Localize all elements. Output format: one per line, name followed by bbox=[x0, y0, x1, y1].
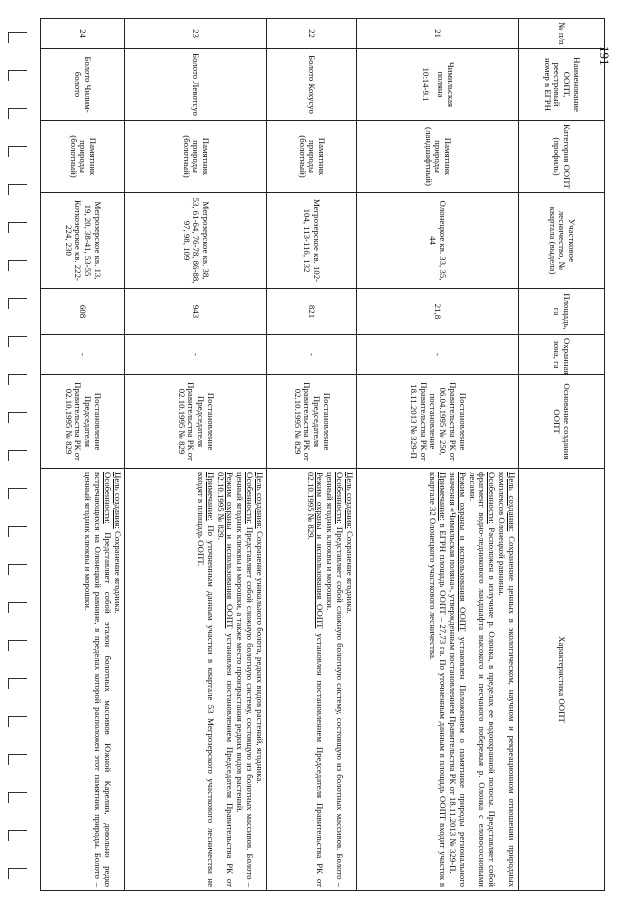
regime-text: установлен Положением о памятнике природы регионального значения «Чимильская поляна», утвержденным постановлением Правительства РК от 18.11.2013 № 329-П. bbox=[447, 472, 468, 888]
row-basis: Постановление Председателя Правительства РК от 02.10.1995 № 829 bbox=[41, 375, 125, 469]
goal-paragraph bbox=[496, 472, 516, 887]
features-label: Особенности: bbox=[245, 472, 256, 524]
note-label: Примечание: bbox=[205, 472, 216, 521]
row-characteristics bbox=[357, 469, 519, 891]
row-basis: Постановление Председателя Правительства РК от 02.10.1995 № 829 bbox=[125, 375, 267, 469]
row-buffer: - bbox=[267, 335, 357, 375]
goal-text: Сохранение ценных в экологическом, научном и рекреационном отношении природных комплексов Олонецкой равнины. bbox=[497, 472, 517, 888]
row-forestry: Мегрозерское кв. 38, 53, 61-64, 76-78, 86-88, 97, 98, 109 bbox=[125, 193, 267, 289]
features-text: Представляет собой сложную болотную систему, состоящую из болотных массивов. Болото – ценный ягодник клюквы и морошки, а также место произрастания редких видов растений. bbox=[235, 472, 256, 887]
note-text: По уточненным данным участки в квартале 53 Мегрозерского участкового лесничества не входят в площадь ООПТ. bbox=[195, 472, 216, 887]
note-paragraph bbox=[195, 472, 215, 887]
regime-text: установлен постановлением Председателя Правительства РК от 02.10.1995 № 829. bbox=[305, 472, 326, 887]
header-name: Наименование ООПТ, реестровый номер в ЕГРН bbox=[519, 49, 605, 121]
binder-marks bbox=[8, 32, 30, 882]
features-label: Особенности: bbox=[103, 472, 114, 524]
row-category: Памятник природы (болотный) bbox=[41, 121, 125, 193]
goal-label: Цель создания: bbox=[345, 472, 355, 529]
goal-paragraph bbox=[254, 472, 264, 887]
goal-paragraph bbox=[344, 472, 354, 887]
rotated-table-wrapper bbox=[41, 18, 605, 890]
row-characteristics bbox=[41, 469, 125, 891]
regime-text: установлен постановлением Председателя Правительства РК от 02.10.1995 № 829. bbox=[215, 472, 236, 887]
row-forestry: Мегрозерское кв. 102-104, 113-116, 132 bbox=[267, 193, 357, 289]
header-characteristics: Характеристика ООПТ bbox=[519, 469, 605, 891]
regime-label: Режим охраны и использования ООПТ bbox=[315, 472, 326, 629]
goal-text: Сохранение уникального болота, редких видов растений, ягодника. bbox=[255, 528, 265, 784]
row-name: Болото Кохусуо bbox=[267, 49, 357, 121]
row-area: 943 bbox=[125, 289, 267, 335]
row-num: 21 bbox=[357, 19, 519, 49]
features-label: Особенности: bbox=[487, 472, 498, 524]
row-characteristics bbox=[125, 469, 267, 891]
goal-paragraph bbox=[112, 472, 122, 887]
note-label: Примечание: bbox=[438, 472, 449, 521]
header-buffer: Охранная зона, га bbox=[519, 335, 605, 375]
row-characteristics bbox=[267, 469, 357, 891]
note-text: в ЕГРН площадь ООПТ – 27,73 га. По уточненным данным в площадь ООПТ входит участок в квартале 32 Олонецкого участкового лесничества. bbox=[428, 472, 449, 887]
row-name-text: Чимильская поляна bbox=[436, 61, 457, 108]
row-basis: Постановление Правительства РК от 06.04.1995 № 250, постановление Правительства РК от 18.11.2013 № 329-П bbox=[357, 375, 519, 469]
table-row bbox=[267, 19, 357, 891]
goal-text: Сохранение ягодника. bbox=[345, 528, 355, 614]
regime-paragraph bbox=[215, 472, 235, 887]
note-paragraph bbox=[427, 472, 447, 887]
row-category: Памятник природы (ландшафтный) bbox=[357, 121, 519, 193]
table-row bbox=[125, 19, 267, 891]
features-label: Особенности: bbox=[335, 472, 346, 524]
features-paragraph bbox=[234, 472, 254, 887]
row-name: Болото Левотсуо bbox=[125, 49, 267, 121]
row-name: Болото Чилим-болото bbox=[41, 49, 125, 121]
header-num: № п/п bbox=[519, 19, 605, 49]
features-text: Представляет собой эталон болотных массивов Южной Карелии, довольно редко встречающихся на Олонецкой равнине, в пределах которой расположен этот памятник природы. Болото – ценный ягодник клюквы и морошки. bbox=[83, 472, 114, 887]
row-num: 24 bbox=[41, 19, 125, 49]
row-registry: 10:14-9.1 bbox=[420, 67, 431, 102]
goal-label: Цель создания: bbox=[255, 472, 265, 529]
features-text: Расположен в излучине р. Олонка, в пределах ее водоохранной полосы. Представляет собой фрагмент водно-ледникового ландшафта высокого и песчаного побережья р. Олонка с еловососновыми лесами. bbox=[467, 472, 498, 887]
header-area: Площадь, га bbox=[519, 289, 605, 335]
header-basis: Основание создания ООПТ bbox=[519, 375, 605, 469]
page-number: 191 bbox=[597, 46, 612, 66]
goal-label: Цель создания: bbox=[507, 472, 517, 532]
table-row bbox=[357, 19, 519, 891]
goal-text: Сохранение ягодника. bbox=[113, 528, 123, 614]
row-num: 22 bbox=[267, 19, 357, 49]
header-forestry: Участковое лесничество, № квартала (выдела) bbox=[519, 193, 605, 289]
table-header-row bbox=[519, 19, 605, 891]
regime-label: Режим охраны и использования ООПТ bbox=[225, 472, 236, 629]
row-area: 821 bbox=[267, 289, 357, 335]
row-num: 23 bbox=[125, 19, 267, 49]
row-buffer: - bbox=[125, 335, 267, 375]
row-area: 608 bbox=[41, 289, 125, 335]
row-area: 21,8 bbox=[357, 289, 519, 335]
features-paragraph bbox=[324, 472, 344, 887]
regime-paragraph bbox=[447, 472, 467, 887]
regime-label: Режим охраны и использования ООПТ bbox=[457, 472, 468, 632]
row-buffer: - bbox=[41, 335, 125, 375]
features-paragraph bbox=[467, 472, 497, 887]
table-row bbox=[41, 19, 125, 891]
row-buffer: - bbox=[357, 335, 519, 375]
features-paragraph bbox=[83, 472, 113, 887]
row-forestry: Олонецкое кв. 33, 35, 44 bbox=[357, 193, 519, 289]
header-category: Категория ООПТ (профиль) bbox=[519, 121, 605, 193]
row-category: Памятник природы (болотный) bbox=[125, 121, 267, 193]
regime-paragraph bbox=[305, 472, 325, 887]
protected-areas-table bbox=[40, 18, 605, 891]
row-forestry: Мегрозерское кв. 13, 19, 20, 38-41, 53-55 Коткозерское кв. 222-224, 230 bbox=[41, 193, 125, 289]
row-name bbox=[357, 49, 519, 121]
features-text: Представляет собой сложную болотную систему, состоящую из болотных массивов. Болото – ценный ягодник клюквы и морошки. bbox=[325, 472, 346, 887]
row-basis: Постановление Председателя Правительства РК от 02.10.1995 № 829 bbox=[267, 375, 357, 469]
row-category: Памятник природы (болотный) bbox=[267, 121, 357, 193]
goal-label: Цель создания: bbox=[113, 472, 123, 529]
